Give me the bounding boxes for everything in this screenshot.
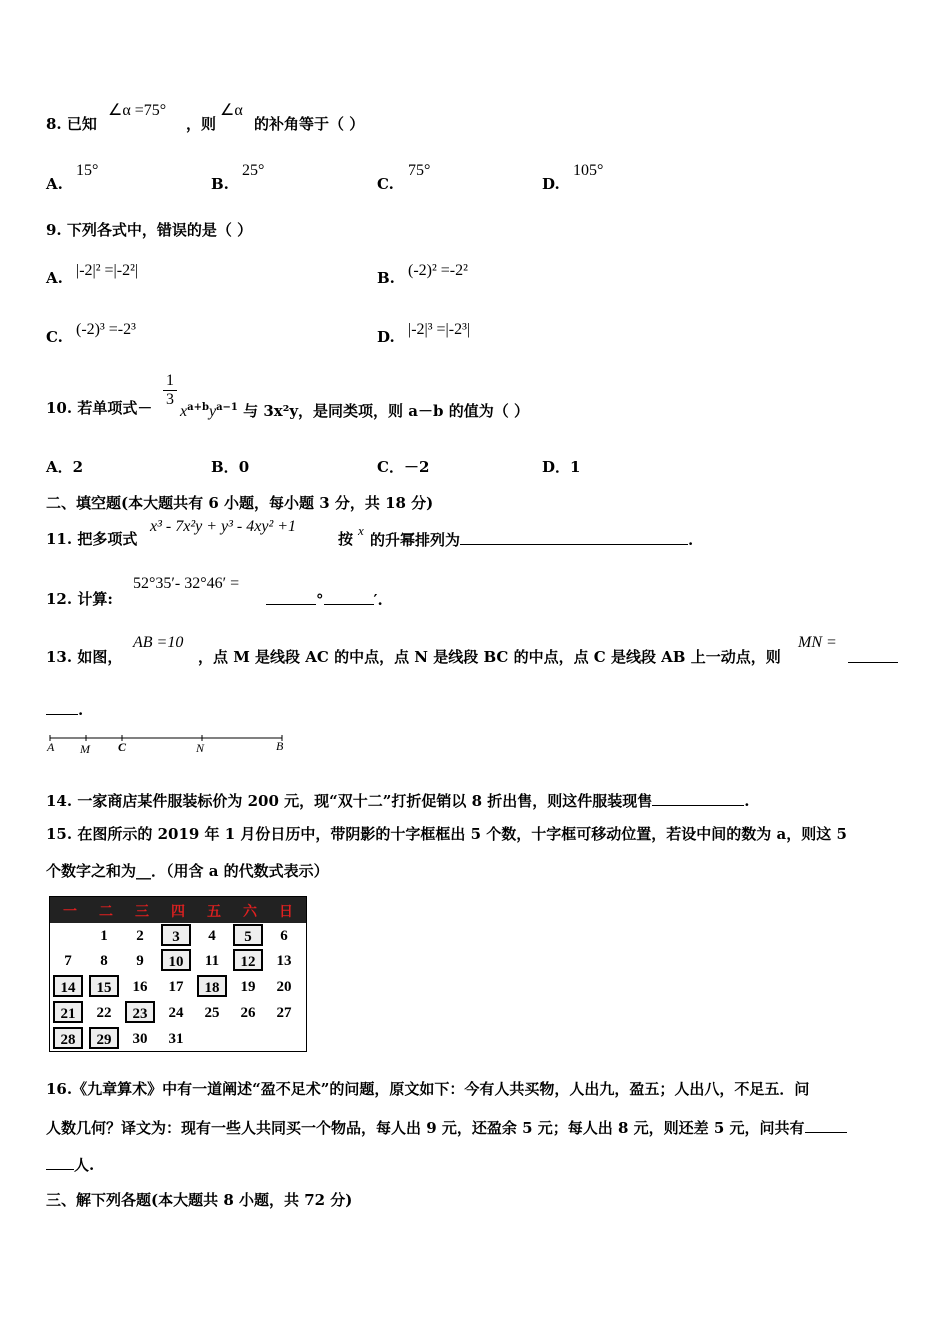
q10-fraction [163, 372, 177, 409]
q16-line1-text: 《九章算术》中有一道阐述“盈不足术”的问题，原文如下：今有人共买物，人出九，盈五；人出八，不足五．问 [72, 1080, 810, 1098]
day-cell-boxed: 29 [89, 1027, 119, 1049]
q11-end: . [688, 531, 694, 549]
q11-expr: x³ - 7x²y + y³ - 4xy² +1 [150, 518, 297, 535]
q16-line3-text: 人. [74, 1156, 95, 1174]
q10-option-d-value: 1 [570, 458, 581, 476]
q10-option-d [542, 458, 580, 476]
q16-line1 [46, 1080, 809, 1098]
q16-line2 [46, 1118, 847, 1137]
day-cell: 11 [204, 953, 220, 969]
q10-option-c-label: C． [377, 458, 404, 476]
q9-option-a-label: A. [46, 269, 63, 287]
q13-end: . [78, 701, 84, 719]
q14-number: 14. [46, 792, 73, 810]
weekday-sat: 六 [243, 904, 257, 920]
q11-post-text: 的升幂排列为 [370, 531, 461, 549]
q9-option-a-value: |-2|² =|-2²| [76, 262, 139, 279]
weekday-thu: 四 [171, 904, 185, 920]
q8-mid: ，则 [186, 115, 217, 133]
q12-expr: 52°35′- 32°46′ = [133, 575, 240, 592]
day-cell: 6 [280, 928, 288, 944]
day-cell: 26 [240, 1005, 256, 1021]
q15-line1 [46, 825, 847, 843]
q15-line2: 个数字之和为__．（用含 a 的代数式表示） [46, 862, 329, 880]
q16-number: 16. [46, 1080, 73, 1098]
day-cell-boxed: 14 [53, 975, 83, 997]
q8-expr2: ∠α [220, 102, 243, 119]
q10-pre: 若单项式－ [77, 399, 153, 417]
q10-y: y [208, 403, 217, 420]
q12-deg-symbol: ° [316, 591, 324, 609]
q12-stem [46, 590, 113, 608]
q13-number: 13. [46, 648, 73, 666]
q13-stem-pre [46, 648, 122, 666]
weekday-mon: 一 [63, 904, 77, 920]
day-cell: 1 [100, 928, 108, 944]
point-label-a: A [47, 740, 55, 754]
day-cell: 2 [136, 928, 144, 944]
q10-monomial [180, 399, 529, 421]
q9-option-d-label: D. [377, 328, 395, 346]
day-cell: 27 [276, 1005, 292, 1021]
day-cell: 4 [208, 928, 216, 944]
q13-expr2: MN = [798, 634, 837, 651]
q14-stem [46, 791, 749, 810]
day-cell-boxed: 12 [233, 949, 263, 971]
point-label-b: B [276, 739, 284, 753]
q13-expr: AB =10 [133, 634, 184, 651]
q8-option-b-label: B. [211, 175, 229, 193]
q10-post: 的值为（ ） [448, 402, 529, 420]
q12-blank-degrees[interactable] [266, 590, 316, 605]
q9-stem [46, 221, 252, 239]
q9-option-d-value: |-2|³ =|-2³| [408, 321, 471, 338]
q11-stem-pre [46, 530, 137, 548]
day-cell: 8 [100, 953, 108, 969]
q8-option-c-value: 75° [408, 162, 431, 179]
q8-option-d-label: D. [542, 175, 560, 193]
q8-option-b-value: 25° [242, 162, 265, 179]
q8-option-c-label: C. [377, 175, 394, 193]
q10-option-c [377, 458, 429, 476]
q10-option-a [46, 458, 83, 476]
day-cell: 24 [168, 1005, 184, 1021]
day-cell-boxed: 28 [53, 1027, 83, 1049]
q12-number: 12. [46, 590, 73, 608]
q13-pre: 如图， [77, 648, 123, 666]
day-cell: 7 [64, 953, 72, 969]
day-cell-boxed: 23 [125, 1001, 155, 1023]
q10-mid: 与 3x²y，是同类项，则 [243, 402, 404, 420]
q12-answer [266, 590, 383, 609]
q8-option-a-label: A. [46, 175, 63, 193]
q9-option-b-value: (-2)² =-2² [408, 262, 468, 279]
calendar-figure [49, 896, 307, 1052]
q16-line2-text: 人数几何？译文为：现有一些人共同买一个物品，每人出 9 元，还盈余 5 元；每人出 8 元，则还差 5 元，问共有 [46, 1119, 805, 1137]
q11-number: 11. [46, 530, 73, 548]
day-cell: 16 [132, 979, 148, 995]
q16-line3 [46, 1155, 94, 1174]
q8-expr1: ∠α =75° [108, 102, 167, 119]
q15-number: 15. [46, 825, 73, 843]
weekday-tue: 二 [99, 904, 113, 920]
day-cell-boxed: 18 [197, 975, 227, 997]
day-cell-boxed: 3 [161, 924, 191, 946]
day-cell-boxed: 10 [161, 949, 191, 971]
day-cell: 25 [204, 1005, 220, 1021]
day-cell: 31 [168, 1031, 184, 1047]
q10-option-a-value: 2 [72, 458, 84, 476]
q10-option-b [211, 458, 249, 476]
day-cell: 9 [136, 953, 144, 969]
q8-post: 的补角等于（ ） [254, 115, 365, 133]
q10-ab: a－b [408, 402, 444, 420]
day-cell: 30 [132, 1031, 148, 1047]
q13-blank-a[interactable] [848, 648, 898, 667]
point-label-m: M [80, 742, 90, 756]
q10-number: 10. [46, 399, 73, 417]
q10-option-d-label: D． [542, 458, 571, 476]
q12-pre: 计算: [77, 590, 113, 608]
q10-option-c-value: －2 [403, 458, 430, 476]
q16-blank-b[interactable] [46, 1155, 74, 1170]
q14-answer-blank[interactable] [652, 791, 744, 806]
q14-end: . [744, 792, 750, 810]
q16-blank-a[interactable] [805, 1118, 847, 1133]
weekday-fri: 五 [207, 904, 221, 920]
q10-option-a-label: A． [46, 458, 73, 476]
q14-text: 一家商店某件服装标价为 200 元，现“双十二”打折促销以 8 折出售，则这件服装现售 [77, 792, 653, 810]
day-cell: 22 [96, 1005, 112, 1021]
q10-sup1: a+b [187, 402, 209, 413]
day-cell: 13 [276, 953, 292, 969]
section-2-heading: 二、填空题(本大题共有 6 小题，每小题 3 分，共 18 分) [46, 494, 434, 512]
q8-number: 8. [46, 115, 62, 133]
q10-frac-num: 1 [166, 372, 174, 389]
q9-option-c-label: C. [46, 328, 63, 346]
day-cell-boxed: 5 [233, 924, 263, 946]
day-cell: 19 [240, 979, 256, 995]
point-label-n: N [196, 741, 205, 755]
q13-segment-figure [44, 732, 294, 756]
day-cell: 20 [276, 979, 292, 995]
calendar-header [50, 897, 306, 923]
q9-text: 下列各式中，错误的是（ ） [66, 221, 253, 239]
day-cell-boxed: 21 [53, 1001, 83, 1023]
weekday-wed: 三 [135, 904, 149, 920]
day-cell: 17 [168, 979, 184, 995]
q13-blank-b-line[interactable] [46, 700, 78, 715]
q15-line1-text: 在图所示的 2019 年 1 月份日历中，带阴影的十字框框出 5 个数，十字框可移动位置，若设中间的数为 a，则这 5 [77, 825, 847, 843]
q11-mid: 按 [338, 530, 354, 548]
q10-option-b-label: B． [211, 458, 239, 476]
q9-option-c-value: (-2)³ =-2³ [76, 321, 136, 338]
day-cell-boxed: 15 [89, 975, 119, 997]
q8-pre: 已知 [66, 115, 97, 133]
q13-blank-b[interactable] [46, 700, 83, 719]
q12-min-symbol: ′. [373, 591, 383, 609]
q8-stem [46, 115, 97, 133]
q8-option-a-value: 15° [76, 162, 99, 179]
q10-option-b-value: 0 [238, 458, 250, 476]
q13-text: ，点 M 是线段 AC 的中点，点 N 是线段 BC 的中点，点 C 是线段 AB 上一动点，则 [198, 648, 781, 666]
q11-pre: 把多项式 [77, 530, 138, 548]
q11-var: x [358, 523, 364, 538]
q9-number: 9. [46, 221, 62, 239]
section-3-heading: 三、解下列各题(本大题共 8 小题，共 72 分) [46, 1191, 353, 1209]
point-label-c: C [118, 740, 127, 754]
q11-post [370, 530, 693, 549]
q10-stem-pre [46, 399, 152, 417]
q8-option-d-value: 105° [573, 162, 604, 179]
q10-x: x [180, 403, 188, 420]
q12-blank-minutes[interactable] [324, 590, 374, 605]
q10-frac-den: 3 [163, 390, 177, 409]
q9-option-b-label: B. [377, 269, 395, 287]
weekday-sun: 日 [279, 904, 293, 920]
q11-answer-blank[interactable] [460, 530, 688, 545]
q10-sup2: a−1 [216, 402, 238, 413]
